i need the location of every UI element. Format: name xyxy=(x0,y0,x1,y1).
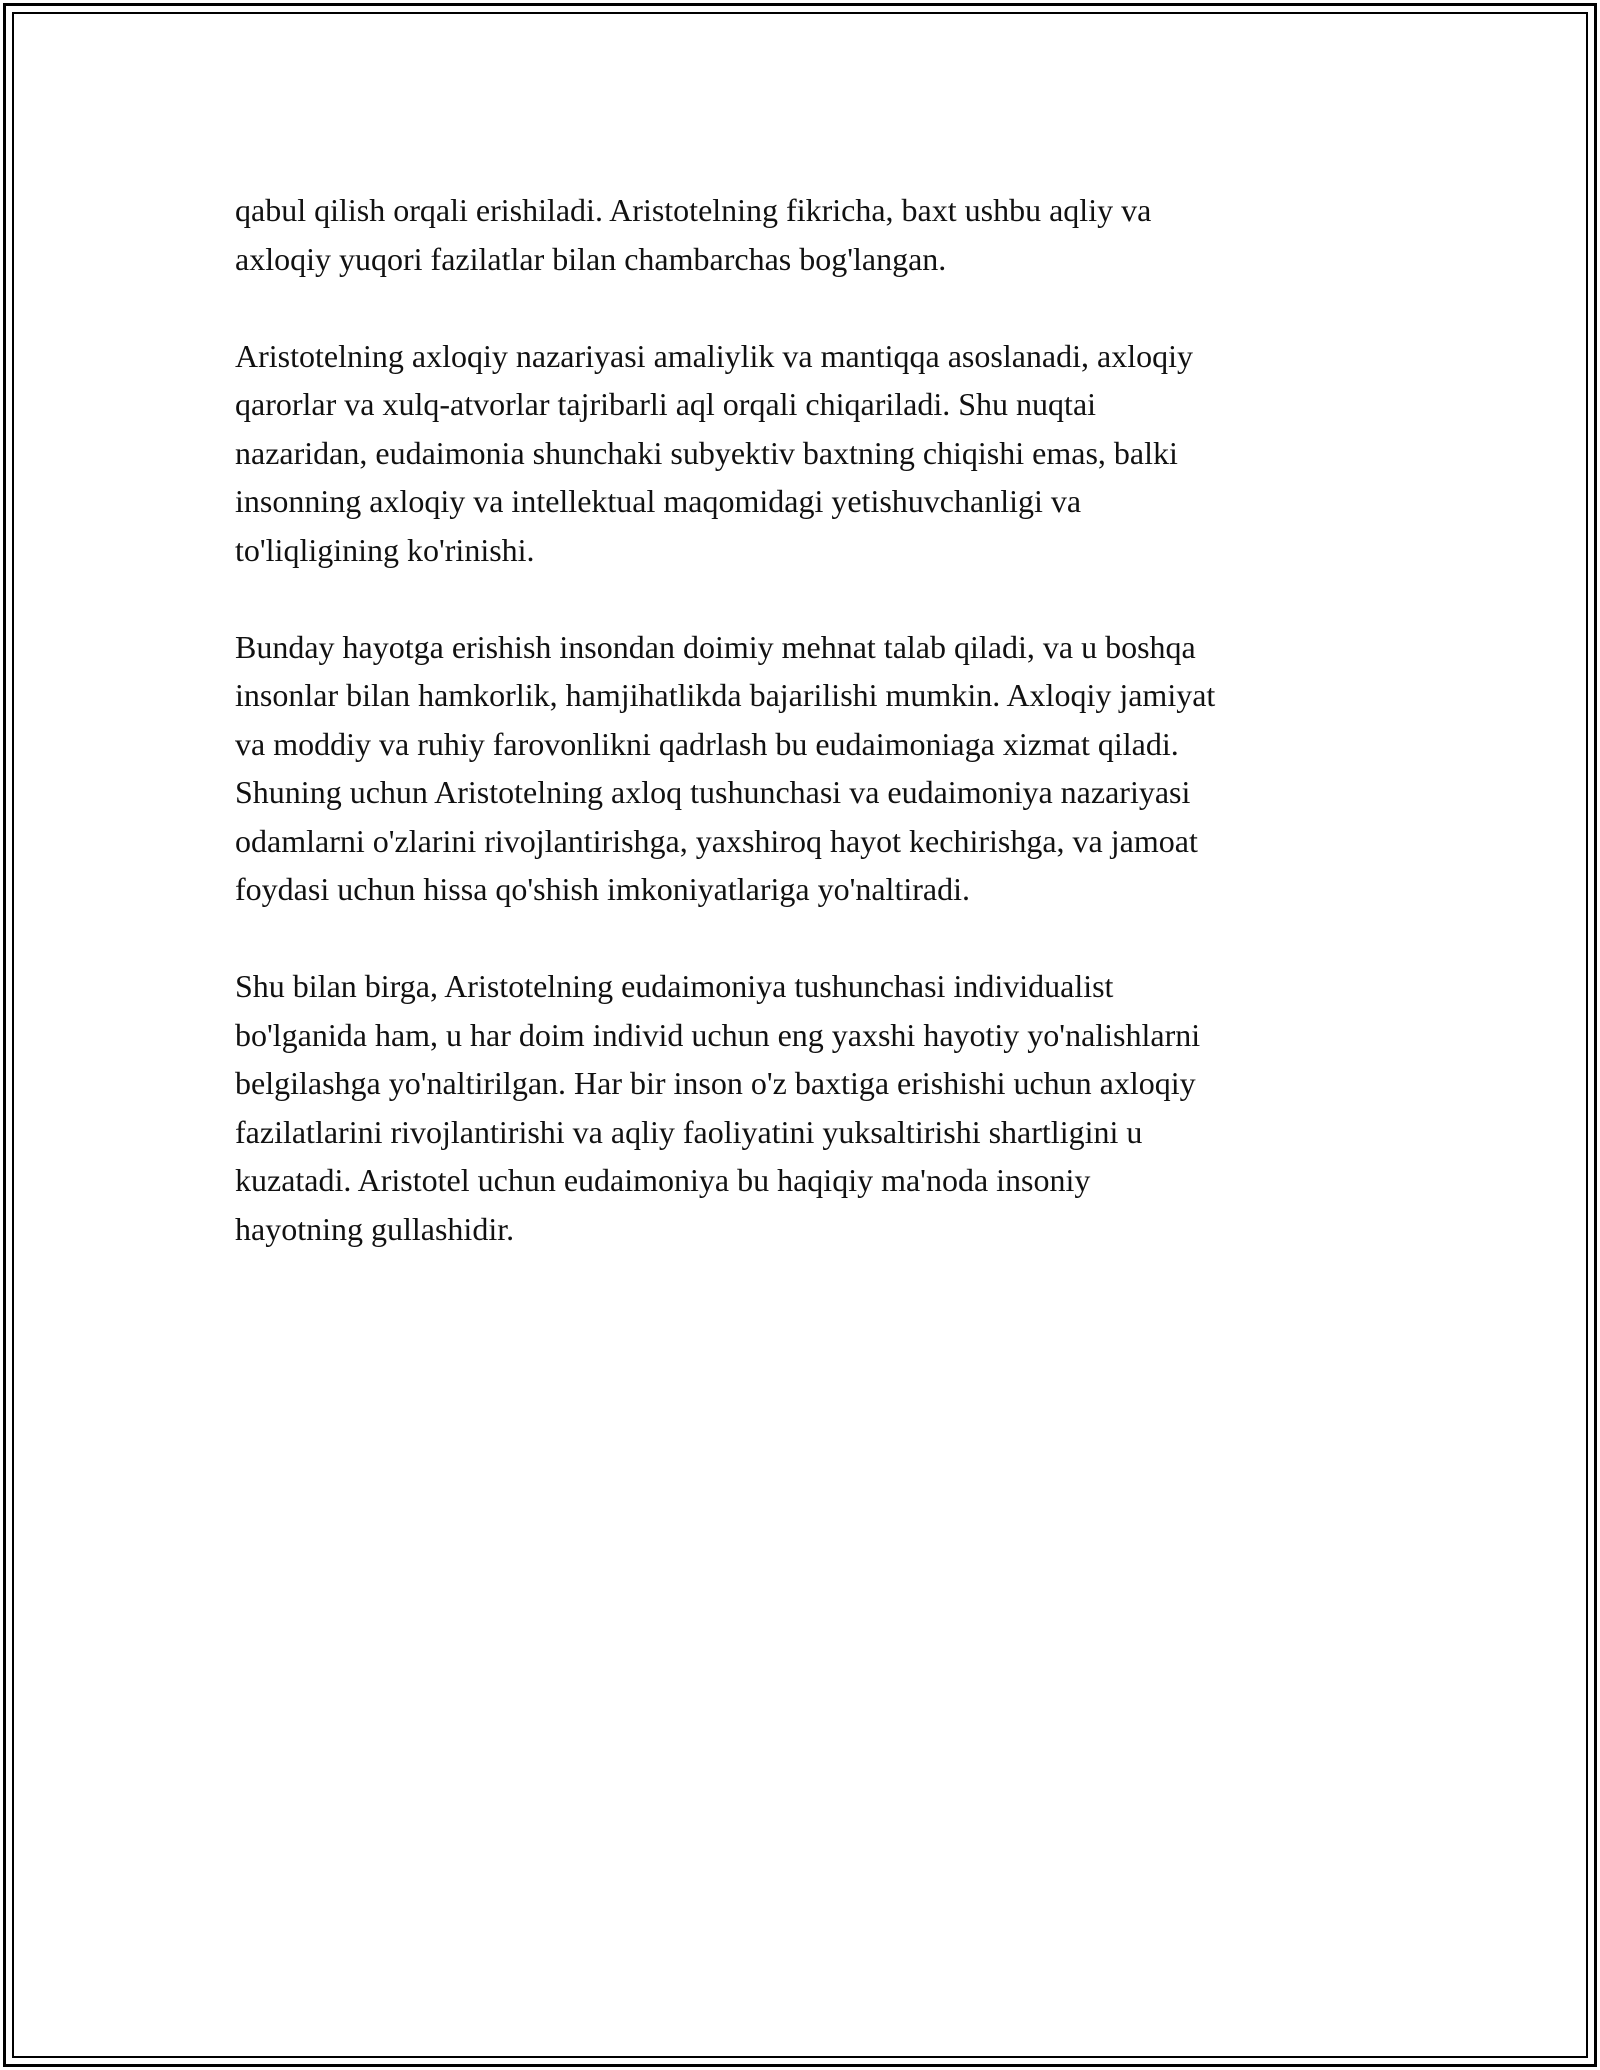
text-line: odamlarni o'zlarini rivojlantirishga, yaxshiroq hayot kechirishga, va jamoat xyxy=(235,822,1198,859)
text-line: hayotning gullashidir. xyxy=(235,1210,515,1247)
text-line: qabul qilish orqali erishiladi. Aristotelning fikricha, baxt ushbu aqliy va xyxy=(235,192,1152,228)
text-line: foydasi uchun hissa qo'shish imkoniyatlariga yo'naltiradi. xyxy=(235,871,970,907)
text-line: belgilashga yo'naltirilgan. Har bir inson o'z baxtiga erishishi uchun axloqiy xyxy=(235,1065,1196,1101)
document-body xyxy=(235,186,1375,1302)
text-line: va moddiy va ruhiy farovonlikni qadrlash bu eudaimoniaga xizmat qiladi. xyxy=(235,725,1179,762)
text-line: axloqiy yuqori fazilatlar bilan chambarchas bog'langan. xyxy=(235,240,947,277)
paragraph-2 xyxy=(235,332,1375,575)
paragraph-3 xyxy=(235,623,1375,914)
text-line: to'liqligining ko'rinishi. xyxy=(235,531,535,568)
text-line: qarorlar va xulq-atvorlar tajribarli aql orqali chiqariladi. Shu nuqtai xyxy=(235,386,1097,422)
text-line: Shu bilan birga, Aristotelning eudaimoniya tushunchasi individualist xyxy=(235,968,1114,1004)
text-line: Shuning uchun Aristotelning axloq tushunchasi va eudaimoniya nazariyasi xyxy=(235,774,1191,810)
text-line: Bunday hayotga erishish insondan doimiy mehnat talab qiladi, va u boshqa xyxy=(235,628,1196,665)
paragraph-4 xyxy=(235,962,1375,1253)
text-line: kuzatadi. Aristotel uchun eudaimoniya bu haqiqiy ma'noda insoniy xyxy=(235,1162,1091,1198)
text-line: insonlar bilan hamkorlik, hamjihatlikda bajarilishi mumkin. Axloqiy jamiyat xyxy=(235,677,1216,713)
text-line: bo'lganida ham, u har doim individ uchun eng yaxshi hayotiy yo'nalishlarni xyxy=(235,1016,1201,1053)
text-line: nazaridan, eudaimonia shunchaki subyektiv baxtning chiqishi emas, balki xyxy=(235,434,1178,471)
text-line: fazilatlarini rivojlantirishi va aqliy faoliyatini yuksaltirishi shartligini u xyxy=(235,1113,1143,1150)
paragraph-1 xyxy=(235,186,1375,283)
text-line: Aristotelning axloqiy nazariyasi amaliylik va mantiqqa asoslanadi, axloqiy xyxy=(235,337,1193,374)
text-line: insonning axloqiy va intellektual maqomidagi yetishuvchanligi va xyxy=(235,483,1082,519)
